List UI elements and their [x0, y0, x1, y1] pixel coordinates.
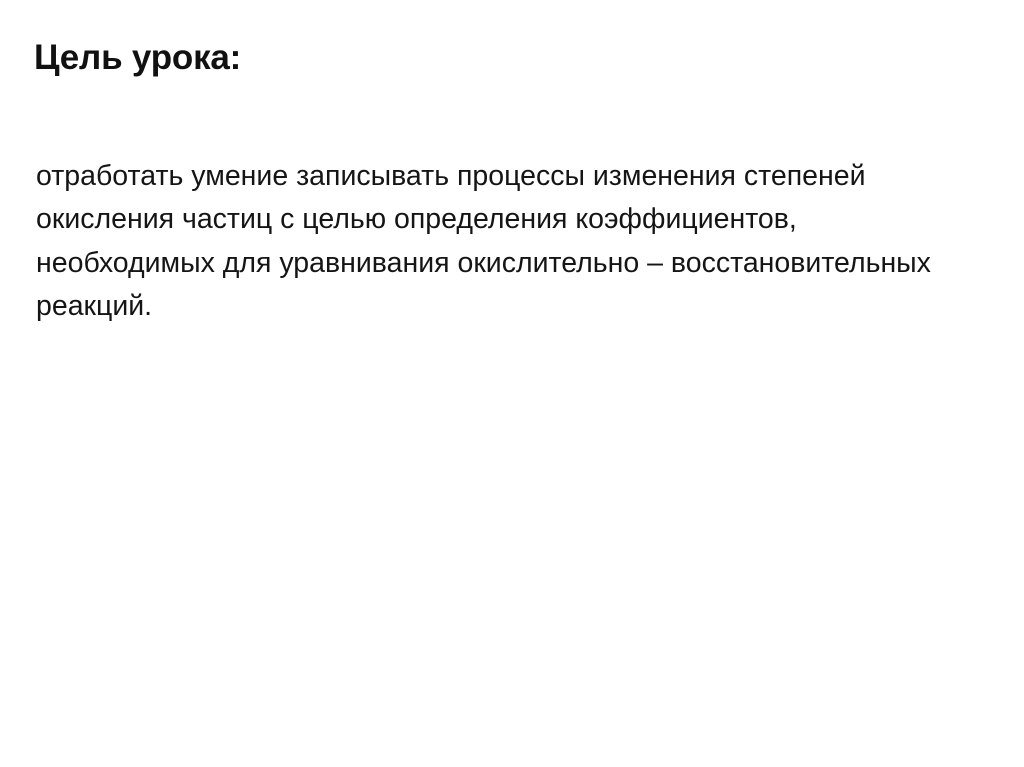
slide-body-text: отработать умение записывать процессы изменения степеней окисления частиц с целью определения коэффициентов, необходимых для уравнивания окислительно – восстановительных реакций. — [36, 160, 939, 322]
page-title: Цель урока: — [34, 38, 242, 77]
